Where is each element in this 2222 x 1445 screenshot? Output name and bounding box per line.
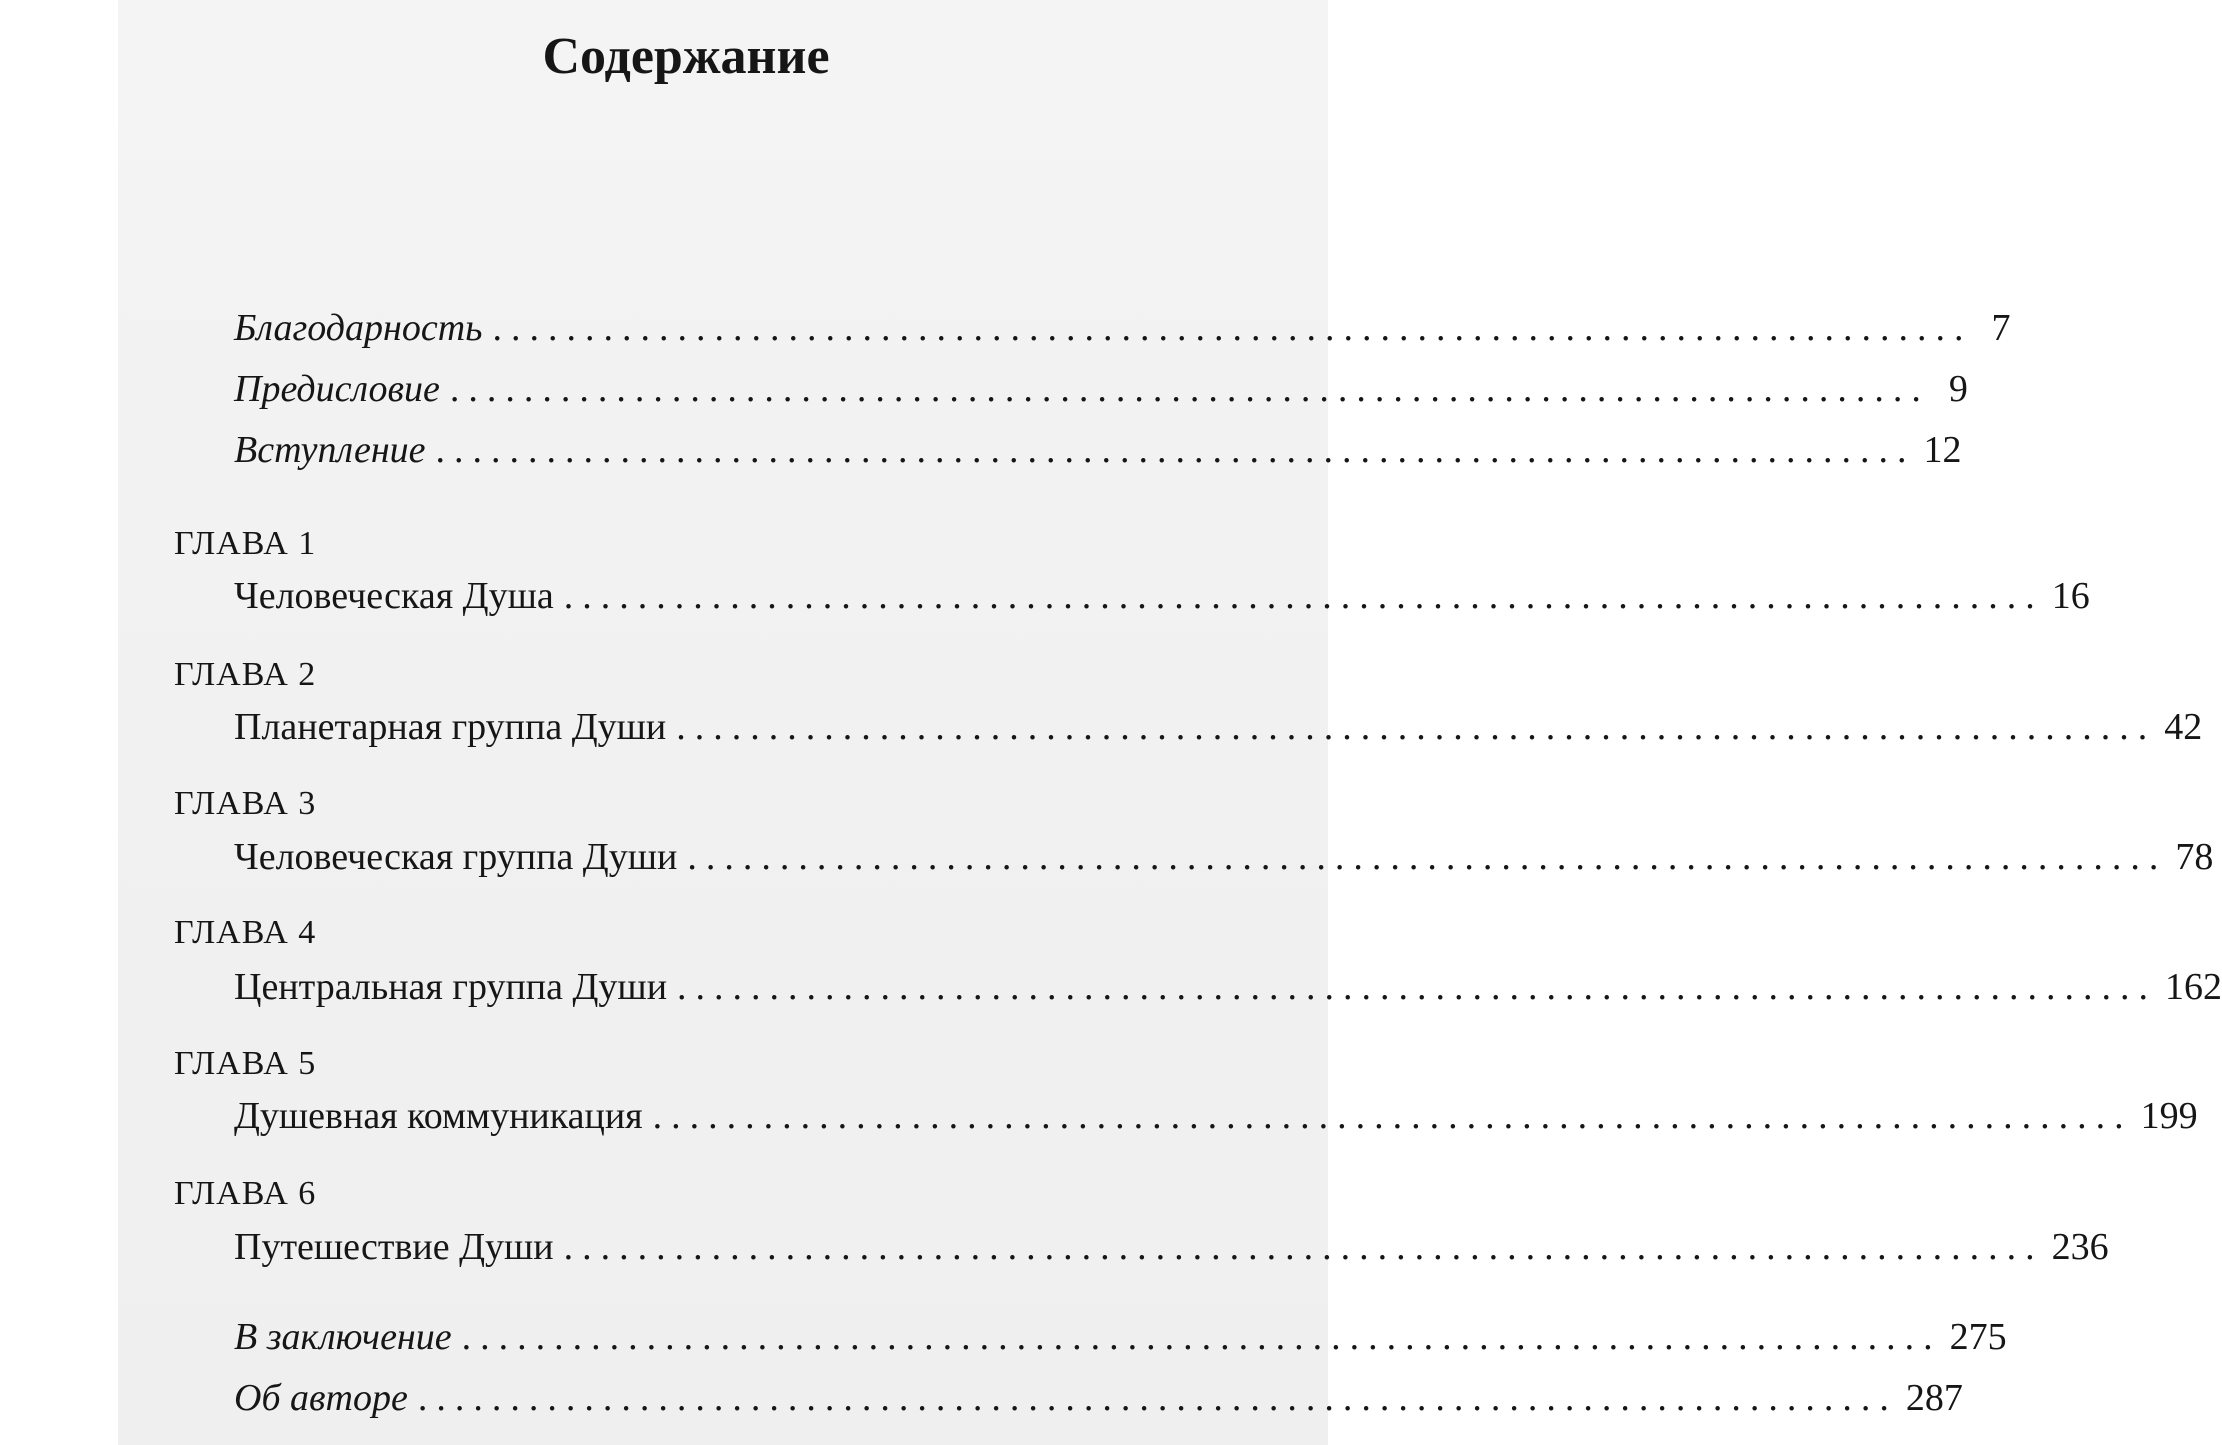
toc-entry-acknowledgements <box>234 300 2011 356</box>
page-number: 12 <box>1923 429 1962 471</box>
entry-title: Человеческая группа Души <box>234 836 678 878</box>
toc-entry-chapter-5 <box>234 1088 2198 1144</box>
dot-leader: ................................................................................ <box>563 1226 2044 1268</box>
dot-leader: ................................................................................ <box>652 1095 2133 1137</box>
dot-leader: ................................................................................ <box>687 836 2168 878</box>
page-number: 7 <box>1991 307 2011 349</box>
dot-leader: ................................................................................ <box>492 307 1973 349</box>
page-number: 162 <box>2165 966 2222 1008</box>
dot-leader: ................................................................................ <box>677 966 2158 1008</box>
page-number: 236 <box>2051 1226 2109 1268</box>
entry-title: Благодарность <box>234 307 483 349</box>
toc-entry-introduction <box>234 422 1962 478</box>
dot-leader: ................................................................................ <box>435 429 1916 471</box>
table-of-contents <box>118 0 2222 1445</box>
entry-title: Путешествие Души <box>234 1226 554 1268</box>
dot-leader: ................................................................................ <box>461 1316 1942 1358</box>
chapter-heading-1: ГЛАВА 1 <box>174 525 317 562</box>
entry-title: Вступление <box>234 429 426 471</box>
dot-leader: ................................................................................ <box>449 368 1930 410</box>
dot-leader: ................................................................................ <box>676 706 2157 748</box>
toc-entry-about-author <box>234 1370 1963 1426</box>
chapter-heading-3: ГЛАВА 3 <box>174 785 317 822</box>
chapter-heading-4: ГЛАВА 4 <box>174 914 317 951</box>
entry-title: Душевная коммуникация <box>234 1095 643 1137</box>
book-page <box>118 0 2222 1445</box>
page-number: 16 <box>2051 575 2090 617</box>
entry-title: Об авторе <box>234 1377 408 1419</box>
dot-leader: ................................................................................ <box>417 1377 1898 1419</box>
toc-entry-chapter-2 <box>234 699 2203 755</box>
page-number: 275 <box>1949 1316 2007 1358</box>
page-number: 78 <box>2175 836 2214 878</box>
page-number: 287 <box>1905 1377 1963 1419</box>
page-number: 199 <box>2140 1095 2198 1137</box>
entry-title: В заключение <box>234 1316 452 1358</box>
chapter-heading-5: ГЛАВА 5 <box>174 1045 317 1082</box>
page-number: 9 <box>1948 368 1968 410</box>
entry-title: Человеческая Душа <box>234 575 554 617</box>
page-title: Содержание <box>542 28 830 85</box>
toc-entry-chapter-6 <box>234 1219 2109 1275</box>
toc-entry-chapter-1 <box>234 568 2090 624</box>
toc-entry-conclusion <box>234 1309 2007 1365</box>
toc-entry-chapter-3 <box>234 829 2214 885</box>
page-number: 42 <box>2164 706 2203 748</box>
chapter-heading-6: ГЛАВА 6 <box>174 1175 317 1212</box>
toc-entry-chapter-4 <box>234 959 2222 1015</box>
dot-leader: ................................................................................ <box>563 575 2044 617</box>
entry-title: Центральная группа Души <box>234 966 668 1008</box>
entry-title: Предисловие <box>234 368 440 410</box>
entry-title: Планетарная группа Души <box>234 706 667 748</box>
chapter-heading-2: ГЛАВА 2 <box>174 656 317 693</box>
toc-entry-foreword <box>234 361 1968 417</box>
